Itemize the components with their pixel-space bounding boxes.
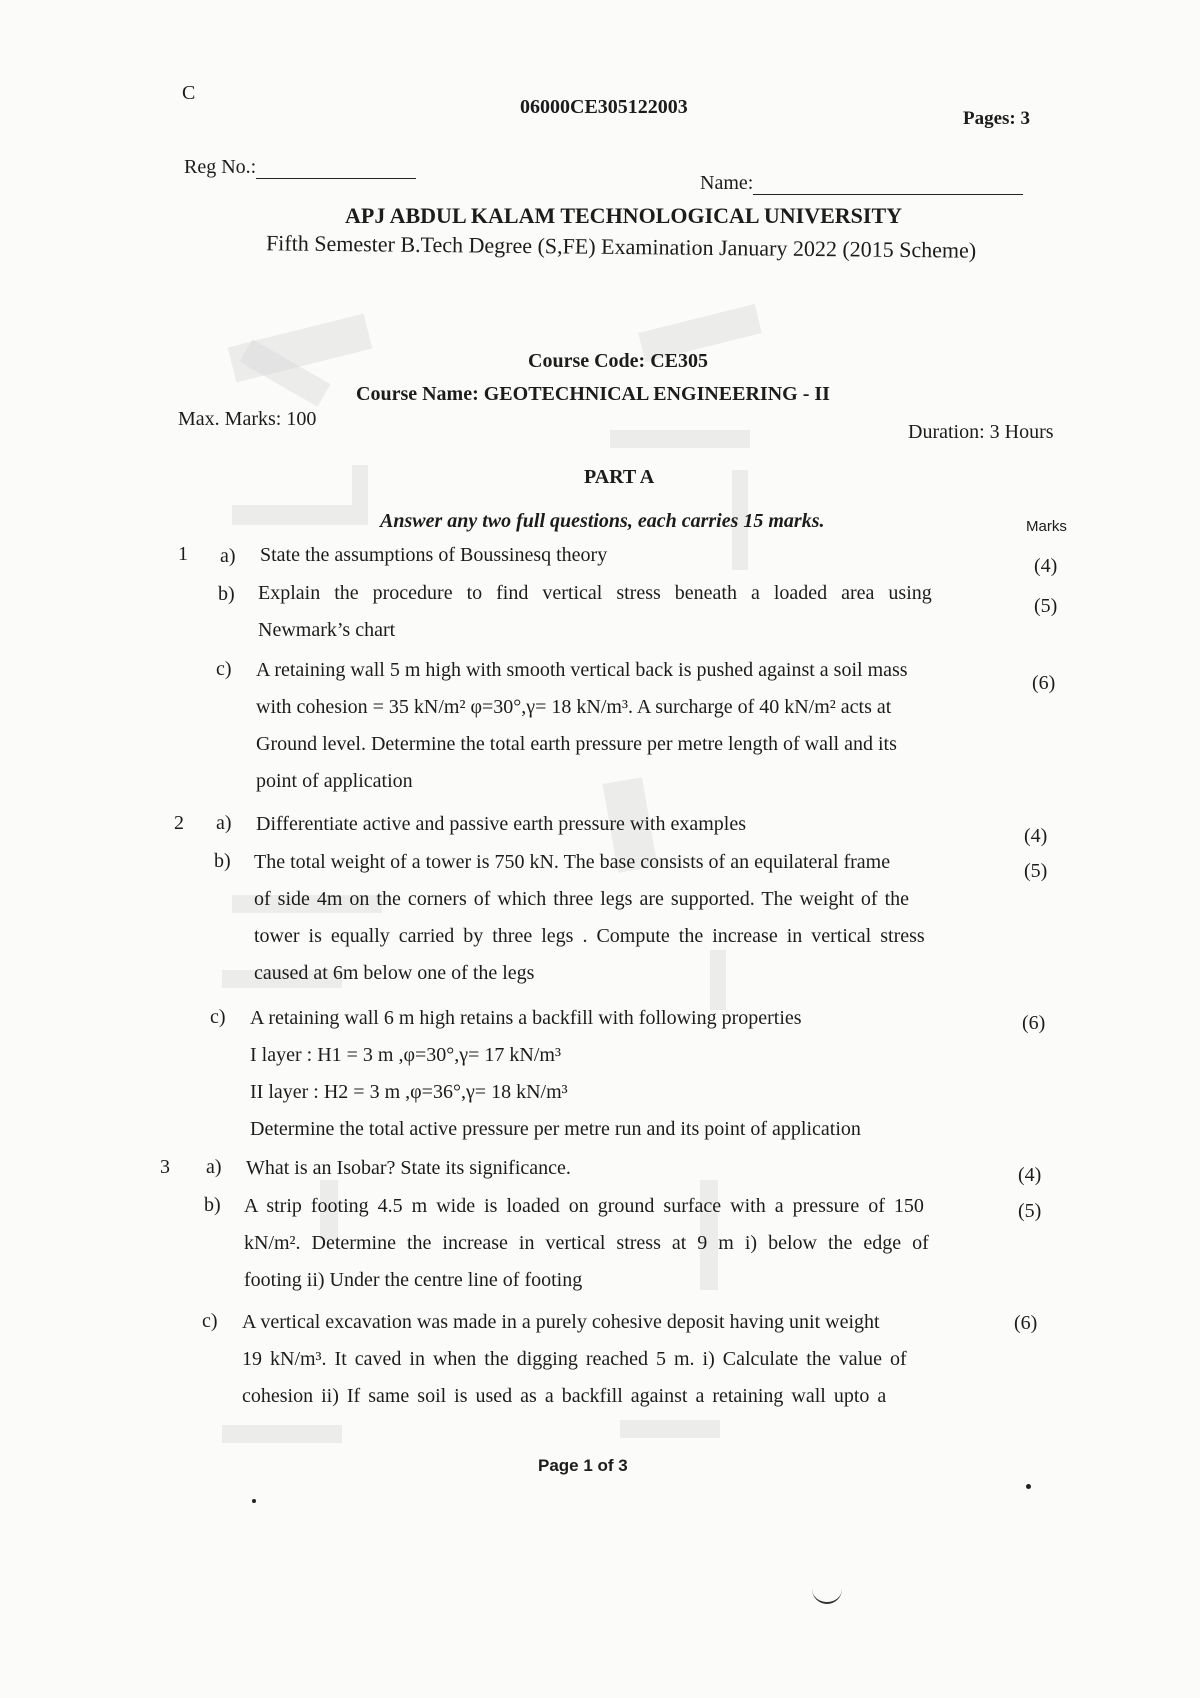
sub-label: a) bbox=[216, 812, 232, 834]
question-text bbox=[258, 575, 1003, 649]
paper-code: 06000CE305122003 bbox=[520, 96, 688, 118]
question-line: Explain the procedure to find vertical stress beneath a loaded area using bbox=[258, 582, 932, 604]
question-marks: (6) bbox=[1022, 1012, 1046, 1034]
watermark bbox=[620, 1420, 720, 1438]
question-line: cohesion ii) If same soil is used as a backfill against a retaining wall upto a bbox=[242, 1385, 887, 1407]
question-text bbox=[256, 806, 996, 843]
question-text bbox=[244, 1188, 994, 1299]
question-marks: (6) bbox=[1032, 672, 1056, 694]
question-number: 3 bbox=[160, 1156, 170, 1178]
question-text bbox=[242, 1304, 994, 1415]
question-marks: (5) bbox=[1034, 595, 1058, 617]
question-line: kN/m². Determine the increase in vertical stress at 9 m i) below the edge of bbox=[244, 1232, 929, 1254]
question-line: Newmark’s chart bbox=[258, 619, 396, 641]
question-line: Determine the total active pressure per metre run and its point of application bbox=[250, 1118, 861, 1140]
name-blank bbox=[753, 176, 1023, 195]
sub-label: a) bbox=[206, 1156, 222, 1178]
question-text bbox=[250, 1000, 1010, 1148]
reg-no-label: Reg No.: bbox=[184, 156, 257, 178]
question-line: with cohesion = 35 kN/m² φ=30°,γ= 18 kN/m³. A surcharge of 40 kN/m² acts at bbox=[256, 696, 892, 718]
reg-no-blank bbox=[256, 160, 416, 179]
question-line: A retaining wall 5 m high with smooth vertical back is pushed against a soil mass bbox=[256, 659, 908, 681]
question-line: of side 4m on the corners of which three legs are supported. The weight of the bbox=[254, 888, 909, 910]
question-marks: (5) bbox=[1024, 860, 1048, 882]
question-marks: (5) bbox=[1018, 1200, 1042, 1222]
sub-label: c) bbox=[210, 1006, 226, 1028]
duration: Duration: 3 Hours bbox=[908, 421, 1054, 443]
reg-no-field bbox=[184, 156, 416, 179]
name-label: Name: bbox=[700, 172, 754, 194]
max-marks: Max. Marks: 100 bbox=[178, 408, 317, 430]
part-title: PART A bbox=[584, 466, 655, 488]
question-marks: (4) bbox=[1018, 1164, 1042, 1186]
scan-speck bbox=[252, 1499, 256, 1503]
question-text bbox=[254, 844, 1002, 992]
question-line: II layer : H2 = 3 m ,φ=36°,γ= 18 kN/m³ bbox=[250, 1081, 568, 1103]
question-line: point of application bbox=[256, 770, 413, 792]
question-line: The total weight of a tower is 750 kN. The base consists of an equilateral frame bbox=[254, 851, 891, 873]
page-footer: Page 1 of 3 bbox=[538, 1456, 628, 1475]
sub-label: c) bbox=[216, 658, 232, 680]
question-number: 2 bbox=[174, 812, 184, 834]
course-code: Course Code: CE305 bbox=[528, 350, 708, 372]
question-line: footing ii) Under the centre line of footing bbox=[244, 1269, 583, 1291]
question-line: tower is equally carried by three legs . Compute the increase in vertical stress bbox=[254, 925, 925, 947]
question-number: 1 bbox=[178, 543, 188, 565]
page-count: Pages: 3 bbox=[963, 108, 1031, 129]
watermark bbox=[352, 465, 368, 525]
question-line: What is an Isobar? State its significance. bbox=[246, 1157, 571, 1179]
watermark bbox=[222, 1425, 342, 1443]
sub-label: c) bbox=[202, 1310, 218, 1332]
question-line: I layer : H1 = 3 m ,φ=30°,γ= 17 kN/m³ bbox=[250, 1044, 561, 1066]
question-text bbox=[246, 1150, 986, 1187]
scan-speck bbox=[1026, 1484, 1031, 1489]
sub-label: a) bbox=[220, 545, 236, 567]
marks-header: Marks bbox=[1026, 518, 1067, 535]
question-line: 19 kN/m³. It caved in when the digging reached 5 m. i) Calculate the value of bbox=[242, 1348, 907, 1370]
question-line: A retaining wall 6 m high retains a backfill with following properties bbox=[250, 1007, 802, 1029]
exam-title: Fifth Semester B.Tech Degree (S,FE) Examination January 2022 (2015 Scheme) bbox=[265, 230, 977, 263]
scan-mark bbox=[812, 1588, 842, 1604]
question-line: caused at 6m below one of the legs bbox=[254, 962, 535, 984]
question-line: Ground level. Determine the total earth pressure per metre length of wall and its bbox=[256, 733, 897, 755]
question-line: State the assumptions of Boussinesq theory bbox=[260, 544, 608, 566]
part-instruction: Answer any two full questions, each carries 15 marks. bbox=[380, 510, 825, 532]
sub-label: b) bbox=[204, 1194, 221, 1216]
watermark bbox=[232, 505, 352, 525]
university-name: APJ ABDUL KALAM TECHNOLOGICAL UNIVERSITY bbox=[345, 203, 903, 228]
question-line: A vertical excavation was made in a purely cohesive deposit having unit weight bbox=[242, 1311, 880, 1333]
question-line: Differentiate active and passive earth pressure with examples bbox=[256, 813, 746, 835]
sub-label: b) bbox=[214, 850, 231, 872]
course-name: Course Name: GEOTECHNICAL ENGINEERING - II bbox=[356, 383, 830, 405]
series-letter: C bbox=[182, 82, 196, 104]
question-marks: (4) bbox=[1024, 825, 1048, 847]
question-line: A strip footing 4.5 m wide is loaded on ground surface with a pressure of 150 bbox=[244, 1195, 924, 1217]
sub-label: b) bbox=[218, 583, 235, 605]
question-marks: (6) bbox=[1014, 1312, 1038, 1334]
question-text bbox=[256, 652, 1004, 800]
watermark bbox=[610, 430, 750, 448]
question-marks: (4) bbox=[1034, 555, 1058, 577]
name-field bbox=[700, 172, 1023, 195]
question-text bbox=[260, 537, 1000, 574]
